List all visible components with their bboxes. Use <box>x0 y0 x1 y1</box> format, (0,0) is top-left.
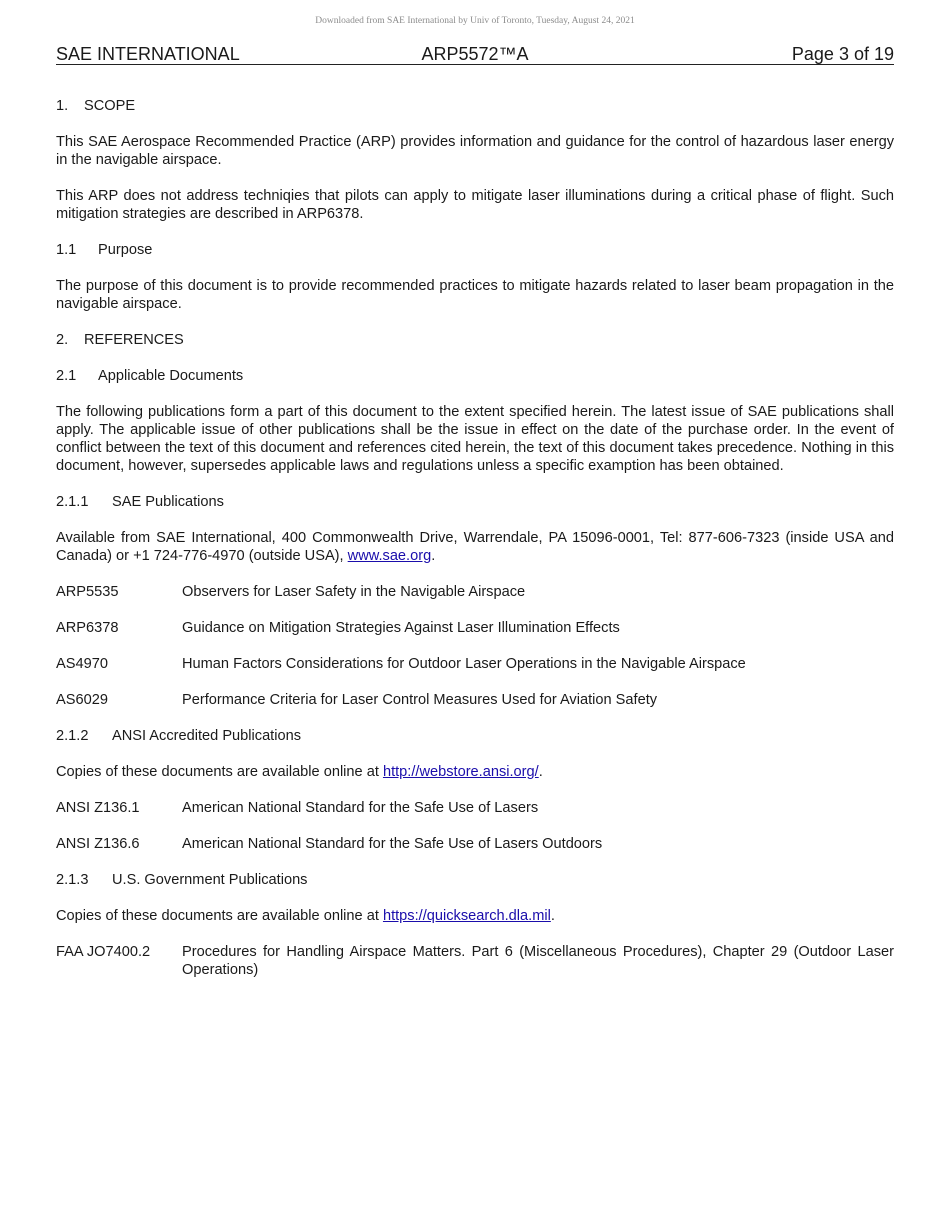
heading-sae-publications <box>56 493 894 511</box>
heading-number: 2.1.2 <box>56 728 89 744</box>
ansi-webstore-link[interactable]: http://webstore.ansi.org/ <box>382 764 539 780</box>
usgov-availability-paragraph <box>56 907 894 925</box>
header-doc-id: ARP5572™A <box>421 44 529 64</box>
heading-references <box>56 331 894 349</box>
sae-website-link[interactable]: www.sae.org <box>347 548 432 564</box>
heading-number: 1. <box>56 98 69 114</box>
sae-availability-text: Available from SAE International, 400 Commonwealth Drive, Warrendale, PA 15096-0001, Tel: 877-606-7323 (inside USA and Canada) or +1 724-776-4970 (outside USA), <box>56 530 894 564</box>
heading-scope <box>56 97 894 115</box>
heading-title: Purpose <box>98 242 153 258</box>
heading-title: SAE Publications <box>112 494 224 510</box>
reference-code: ANSI Z136.6 <box>56 836 140 852</box>
reference-code: FAA JO7400.2 <box>56 944 151 960</box>
ansi-availability-paragraph <box>56 763 894 781</box>
reference-title: Human Factors Considerations for Outdoor Laser Operations in the Navigable Airspace <box>182 656 746 672</box>
reference-row <box>56 799 894 817</box>
reference-title: Procedures for Handling Airspace Matters. Part 6 (Miscellaneous Procedures), Chapter 29 (Outdoor Laser Operations) <box>182 944 894 978</box>
heading-title: SCOPE <box>84 98 136 114</box>
scope-paragraph-2: This ARP does not address techniqies that pilots can apply to mitigate laser illuminations during a critical phase of flight. Such mitigation strategies are described in ARP6378. <box>56 188 894 222</box>
usgov-availability-text: Copies of these documents are available online at <box>56 908 383 924</box>
ansi-availability-end: . <box>538 764 543 780</box>
heading-number: 2.1.3 <box>56 872 89 888</box>
reference-code: ARP5535 <box>56 584 119 600</box>
heading-us-government-publications <box>56 871 894 889</box>
reference-title: Performance Criteria for Laser Control Measures Used for Aviation Safety <box>182 692 658 708</box>
header-page-number: Page 3 of 19 <box>791 44 894 64</box>
page-header <box>56 44 894 65</box>
sae-availability-end: . <box>431 548 436 564</box>
reference-title: American National Standard for the Safe Use of Lasers <box>182 800 539 816</box>
reference-title: Observers for Laser Safety in the Navigable Airspace <box>182 584 526 600</box>
purpose-paragraph: The purpose of this document is to provide recommended practices to mitigate hazards related to laser beam propagation in the navigable airspace. <box>56 278 894 312</box>
reference-title: Guidance on Mitigation Strategies Against Laser Illumination Effects <box>182 620 620 636</box>
ansi-availability-text: Copies of these documents are available online at <box>56 764 383 780</box>
heading-number: 1.1 <box>56 242 77 258</box>
heading-title: REFERENCES <box>84 332 184 348</box>
heading-title: ANSI Accredited Publications <box>112 728 302 744</box>
reference-code: AS6029 <box>56 692 108 708</box>
scope-paragraph-1: This SAE Aerospace Recommended Practice (ARP) provides information and guidance for the control of hazardous laser energy in the navigable airspace. <box>56 134 894 168</box>
reference-code: ARP6378 <box>56 620 119 636</box>
reference-row <box>56 691 894 709</box>
dla-quicksearch-link[interactable]: https://quicksearch.dla.mil <box>382 908 551 924</box>
heading-number: 2. <box>56 332 69 348</box>
reference-row <box>56 835 894 853</box>
heading-title: Applicable Documents <box>98 368 244 384</box>
reference-row <box>56 943 894 979</box>
sae-availability-paragraph <box>56 529 894 565</box>
reference-title: American National Standard for the Safe Use of Lasers Outdoors <box>182 836 603 852</box>
reference-code: ANSI Z136.1 <box>56 800 140 816</box>
heading-number: 2.1.1 <box>56 494 89 510</box>
reference-code: AS4970 <box>56 656 108 672</box>
heading-applicable-documents <box>56 367 894 385</box>
heading-number: 2.1 <box>56 368 77 384</box>
download-watermark: Downloaded from SAE International by Univ of Toronto, Tuesday, August 24, 2021 <box>315 16 635 26</box>
document-body <box>56 97 894 979</box>
applicable-paragraph: The following publications form a part of this document to the extent specified herein. The latest issue of SAE publications shall apply. The applicable issue of other publications shall be the issue in effect on the date of the purchase order. In the event of conflict between the text of this document and references cited herein, the text of this document takes precedence. Nothing in this document, however, supersedes applicable laws and regulations unless a specific examption has been obtained. <box>56 404 894 474</box>
reference-row <box>56 655 894 673</box>
heading-ansi-publications <box>56 727 894 745</box>
reference-row <box>56 583 894 601</box>
heading-purpose <box>56 241 894 259</box>
reference-row <box>56 619 894 637</box>
usgov-availability-end: . <box>550 908 555 924</box>
header-org: SAE INTERNATIONAL <box>56 44 240 64</box>
heading-title: U.S. Government Publications <box>112 872 308 888</box>
